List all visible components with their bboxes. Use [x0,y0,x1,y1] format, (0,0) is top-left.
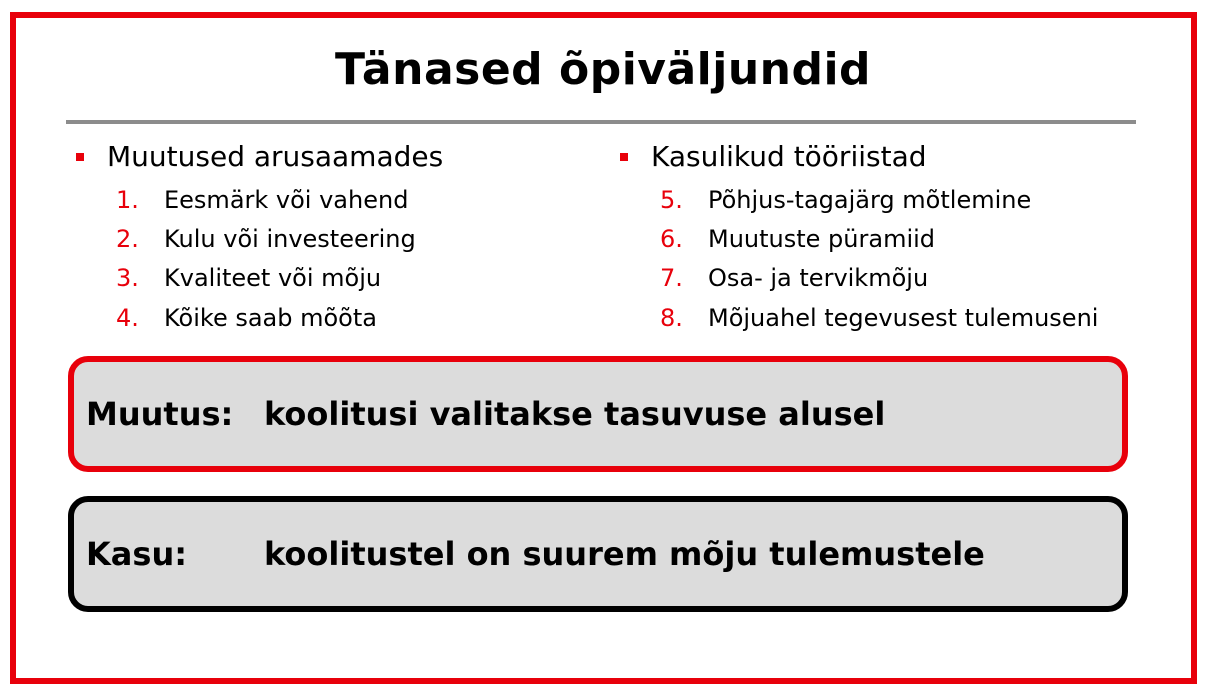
list-item-number: 6. [660,225,683,254]
list-item-number: 3. [116,264,139,293]
list-item [620,219,1098,258]
list-item-text: Kvaliteet või mõju [164,264,382,293]
list-item-number: 1. [116,185,139,214]
benefit-label: Kasu: [86,535,188,573]
benefit-box [68,496,1128,612]
list-item [620,180,1098,219]
list-item-number: 8. [660,303,683,332]
list-item-text: Kulu või investeering [164,225,416,254]
list-item-number: 2. [116,225,139,254]
change-box [68,356,1128,472]
column-understanding-changes [76,138,443,338]
slide-title: Tänased õpiväljundid [334,44,872,95]
list-item-text: Eesmärk või vahend [164,185,409,214]
list-item-number: 7. [660,264,683,293]
list-item-text: Muutuste püramiid [708,225,936,254]
numbered-list [76,180,443,338]
change-label: Muutus: [86,395,234,433]
title-divider [66,120,1136,124]
list-item-text: Põhjus-tagajärg mõtlemine [708,185,1032,214]
list-item-number: 4. [116,303,139,332]
numbered-list [620,180,1098,338]
list-item-text: Mõjuahel tegevusest tulemuseni [708,303,1099,332]
list-item-text: Kõike saab mõõta [164,303,377,332]
list-item [76,259,443,298]
list-item [76,298,443,337]
column-useful-tools [620,138,1098,338]
column-heading-label: Kasulikud tööriistad [651,140,927,173]
list-item [620,298,1098,337]
list-item [76,219,443,258]
benefit-text: koolitustel on suurem mõju tulemustele [264,535,985,573]
column-heading-label: Muutused arusaamades [107,140,444,173]
column-heading [76,138,443,176]
square-bullet-icon [620,153,628,161]
list-item [76,180,443,219]
list-item-text: Osa- ja tervikmõju [708,264,929,293]
column-heading [620,138,1098,176]
list-item-number: 5. [660,185,683,214]
square-bullet-icon [76,153,84,161]
list-item [620,259,1098,298]
change-text: koolitusi valitakse tasuvuse alusel [264,395,886,433]
